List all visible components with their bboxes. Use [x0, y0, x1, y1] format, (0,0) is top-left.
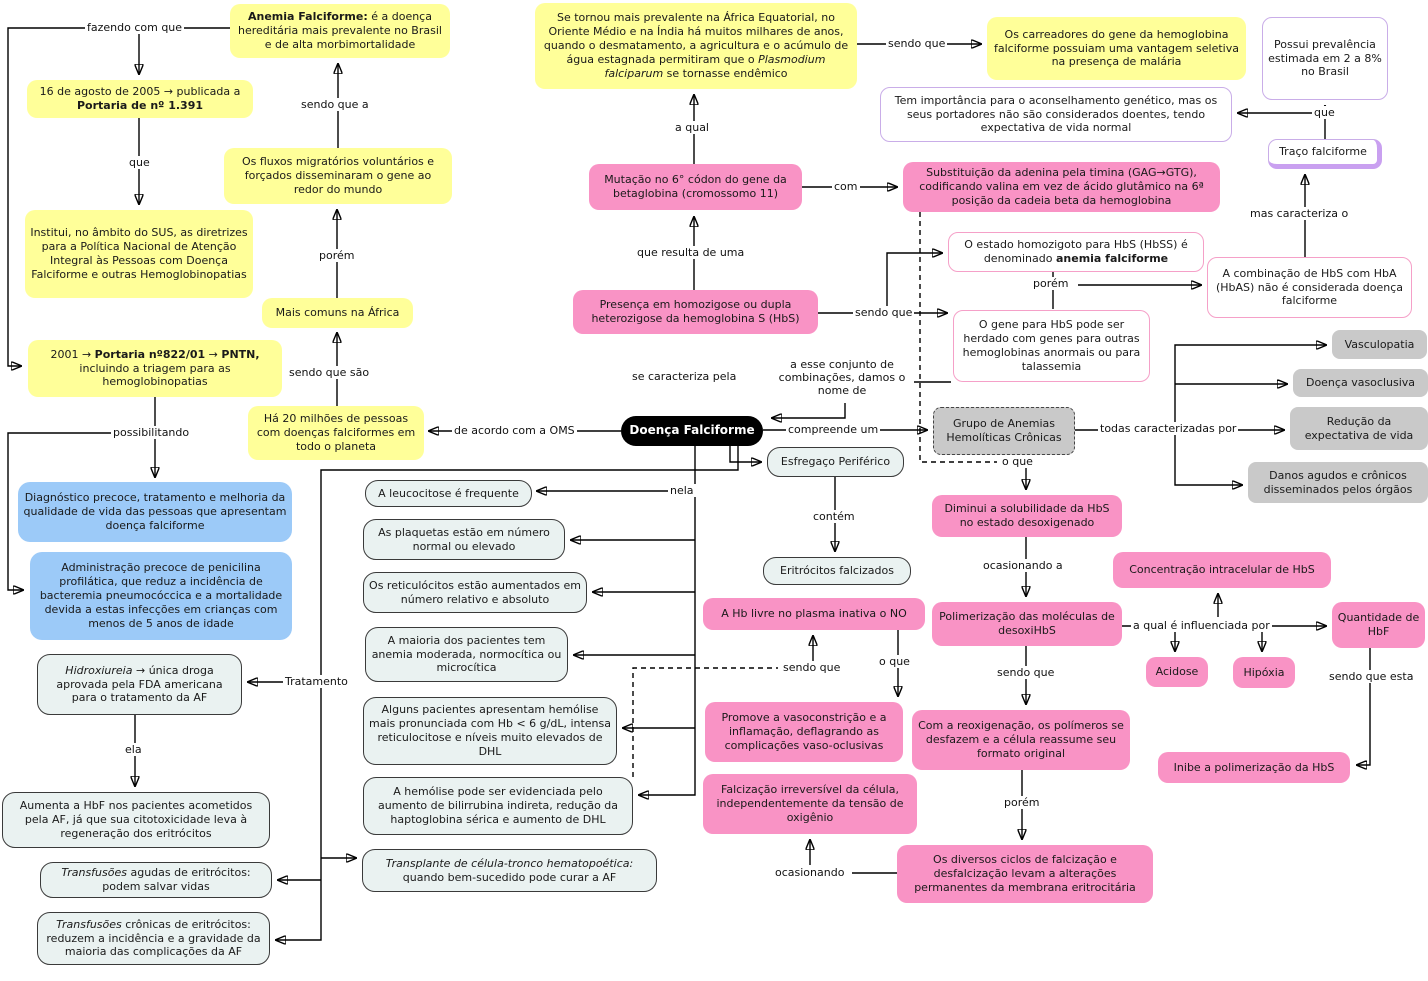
node-text: Quantidade de HbF: [1337, 611, 1420, 638]
node-danos-agudos: [1248, 462, 1428, 503]
edge-label-porem-1: porém: [319, 249, 355, 262]
text-segment-italic: Transfusões: [56, 917, 122, 931]
text-segment: agudas de eritrócitos: podem salvar vidas: [102, 866, 251, 893]
node-diminui-solubilidade: [932, 495, 1122, 537]
node-text: Traço falciforme: [1279, 145, 1367, 159]
edge-label-ocasionando-a: ocasionando a: [983, 559, 1063, 572]
node-text: Falcização irreversível da célula, independentemente da tensão de oxigênio: [716, 783, 904, 824]
node-institui-sus: [25, 210, 253, 298]
text-segment-italic: Hidroxiureia: [65, 663, 133, 677]
node-promove-vasoconstricao: [705, 702, 903, 762]
node-text: Presença em homozigose ou dupla heterozigose da hemoglobina S (HbS): [591, 298, 800, 325]
node-presenca-homozigose: [573, 290, 818, 334]
text-segment: 16 de agosto de 2005 → publicada a: [39, 85, 241, 99]
node-ha-20-milhoes: [248, 406, 424, 460]
node-text: Substituição da adenina pela timina (GAG→GTG), codificando valina em vez de ácido glutâmico na 6ª posição da cadeia beta da hemoglobina: [919, 166, 1204, 207]
node-text: [235, 10, 445, 52]
edge-label-ela: ela: [125, 743, 142, 756]
node-text: [368, 857, 651, 885]
node-text: Diminui a solubilidade da HbS no estado desoxigenado: [944, 502, 1110, 529]
node-text: Redução da expectativa de vida: [1304, 414, 1414, 442]
edge-label-sendo-que-sao: sendo que são: [289, 366, 370, 379]
node-inibe-polimerizacao: [1158, 752, 1350, 783]
node-doenca-vasoclusiva: [1293, 369, 1428, 397]
node-text: Polimerização das moléculas de desoxiHbS: [939, 610, 1115, 637]
node-tem-importancia: [880, 87, 1232, 142]
node-text: A Hb livre no plasma inativa o NO: [721, 607, 907, 621]
text-segment-bold: PNTN,: [221, 347, 260, 361]
node-gene-hbs-herdado: [953, 310, 1150, 382]
node-transfusoes-cronicas: [37, 912, 270, 965]
node-hb-livre: [703, 598, 925, 630]
text-segment-italic: Transplante de célula-tronco hematopoética:: [385, 856, 634, 870]
node-hemolise-pronunciada: [363, 697, 617, 765]
text-segment: incluindo a triagem para as hemoglobinopatias: [79, 361, 231, 389]
node-transplante: [362, 849, 657, 892]
node-text: [954, 238, 1198, 266]
edge-label-porem-2: porém: [1033, 277, 1069, 290]
node-grupo-anemias: [933, 407, 1075, 455]
node-text: Concentração intracelular de HbS: [1129, 563, 1315, 577]
text-segment: 2001 →: [50, 347, 95, 361]
node-quantidade-hbf: [1332, 602, 1425, 648]
edge-label-fazendo-com-que: fazendo com que: [87, 21, 183, 34]
node-text: Acidose: [1155, 665, 1199, 679]
node-esfregaco-periferico: [767, 447, 904, 477]
text-segment: se tornasse endêmico: [663, 66, 788, 80]
node-portaria-1391: [27, 80, 253, 118]
node-traco-falciforme: [1268, 139, 1382, 169]
node-diagnostico-precoce: [18, 482, 292, 542]
node-anemia-falciforme-def: [230, 4, 450, 58]
node-transfusoes-agudas: [40, 862, 272, 898]
edge-label-a-qual: a qual: [675, 121, 709, 134]
edge-label-compreende-um: compreende um: [788, 423, 879, 436]
node-text: [46, 866, 266, 894]
node-text: Doença vasoclusiva: [1305, 376, 1416, 390]
node-text: A combinação de HbS com HbA (HbAS) não é considerada doença falciforme: [1215, 266, 1404, 308]
node-text: Possui prevalência estimada em 2 a 8% no Brasil: [1268, 37, 1382, 79]
node-carreadores-vantagem: [987, 17, 1246, 80]
node-text: Aumenta a HbF nos pacientes acometidos pela AF, já que sua citotoxicidade leva à regeneração dos eritrócitos: [19, 799, 253, 840]
node-anemia-moderada: [365, 627, 568, 682]
node-doenca-falciforme: [621, 416, 763, 446]
node-text: Eritrócitos falcizados: [780, 564, 894, 578]
text-segment: é a doença hereditária mais prevalente no Brasil e de alta morbimortalidade: [238, 10, 442, 51]
edge-label-possibilitando: possibilitando: [113, 426, 190, 439]
node-text: [33, 348, 277, 390]
node-estado-homozigoto: [948, 232, 1204, 272]
node-text: A maioria dos pacientes tem anemia moderada, normocítica ou microcítica: [371, 633, 562, 675]
node-hidroxiureia: [37, 654, 242, 715]
node-possui-prevalencia: [1262, 17, 1388, 100]
node-hipoxia: [1233, 657, 1295, 688]
node-portaria-822: [28, 340, 282, 397]
node-text: Danos agudos e crônicos disseminados pelos órgãos: [1263, 468, 1413, 496]
node-mutacao-codon: [589, 164, 802, 210]
text-segment-bold: Anemia Falciforme:: [248, 10, 368, 24]
edge-label-que-resulta-de-uma: que resulta de uma: [637, 246, 745, 259]
node-text: Esfregaço Periférico: [780, 455, 891, 469]
edge-label-a-esse-conjunto: a esse conjunto de combinações, damos o nome de: [770, 358, 914, 397]
edge-label-contem: contém: [813, 510, 855, 523]
edge-label-se-caracteriza-pela: se caracteriza pela: [632, 370, 737, 383]
node-reticulocitos: [363, 572, 587, 613]
text-segment: Se tornou mais prevalente na África Equatorial, no Oriente Médio e na Índia há muitos milhares de anos, quando o desmatamento, a agricultura e o acúmulo de água estagnada permitiram que o: [543, 11, 849, 66]
edge-label-de-acordo-com-a-oms: de acordo com a OMS: [454, 424, 575, 437]
edge-label-sendo-que-3: sendo que: [783, 661, 841, 674]
node-text: Vasculopatia: [1344, 337, 1415, 351]
node-hemolise-evidenciada: [363, 777, 633, 835]
node-text: A leucocitose é frequente: [378, 486, 519, 500]
node-text: Hipóxia: [1243, 665, 1285, 679]
edge-label-com: com: [834, 180, 858, 193]
node-text: Alguns pacientes apresentam hemólise mais pronunciada com Hb < 6 g/dL, intensa reticulocitose e níveis muito elevados de DHL: [369, 703, 612, 758]
node-text: Mutação no 6° códon do gene da betaglobina (cromossomo 11): [604, 173, 787, 200]
edge-label-o-que-1: o que: [1002, 455, 1033, 468]
edge-label-ocasionando: ocasionando: [775, 866, 845, 879]
node-se-tornou-prevalente: [535, 3, 857, 89]
edge-label-sendo-que-1: sendo que: [888, 37, 946, 50]
node-text: Tem importância para o aconselhamento genético, mas os seus portadores não são considerados doentes, tendo expectativa de vida normal: [894, 93, 1218, 135]
node-reducao-expectativa: [1290, 407, 1428, 450]
edge-label-sendo-que-2: sendo que: [855, 306, 913, 319]
text-segment-bold: Portaria de nº 1.391: [77, 99, 203, 112]
node-vasculopatia: [1332, 330, 1427, 359]
node-aumenta-hbf: [2, 792, 270, 848]
text-segment: quando bem-sucedido pode curar a AF: [402, 870, 617, 884]
edge-label-o-que-2: o que: [879, 655, 910, 668]
text-segment-bold: Portaria nº822/01: [94, 347, 206, 361]
edge-label-todas-caracterizadas-por: todas caracterizadas por: [1100, 422, 1237, 435]
text-segment: →: [205, 347, 222, 361]
node-concentracao-hbs: [1113, 552, 1331, 588]
text-segment-italic: Plasmodium falciparum: [604, 52, 826, 80]
node-ciclos-falcizacao: [897, 845, 1153, 903]
edge-label-que-2: que: [1314, 106, 1335, 119]
node-text: Inibe a polimerização da HbS: [1173, 760, 1335, 774]
edge-label-sendo-que-a: sendo que a: [301, 98, 369, 111]
node-text: Os diversos ciclos de falcização e desfalcização levam a alterações permanentes da membrana eritrocitária: [914, 853, 1136, 894]
text-segment-bold: anemia falciforme: [1055, 252, 1169, 265]
node-text: Doença Falciforme: [629, 423, 755, 438]
node-text: Diagnóstico precoce, tratamento e melhoria da qualidade de vida das pessoas que apresentam doença falciforme: [23, 491, 287, 532]
node-text: [43, 918, 264, 960]
node-text: Administração precoce de penicilina profilática, que reduz a incidência de bacteremia pneumocóccica e a mortalidade devida a estas infecções em crianças com menos de 5 anos de idade: [39, 561, 283, 630]
edge-label-nela: nela: [670, 484, 694, 497]
node-combinacao-hbas: [1207, 257, 1412, 318]
node-eritrocitos-falcizados: [763, 557, 911, 585]
node-reoxigenacao: [912, 710, 1130, 770]
node-text: [540, 11, 852, 81]
node-text: Com a reoxigenação, os polímeros se desfazem e a célula reassume seu formato original: [918, 719, 1124, 760]
node-leucocitose: [365, 480, 532, 507]
edge-label-que-1: que: [129, 156, 150, 169]
text-segment: O estado homozigoto para HbS (HbSS) é denominado: [964, 238, 1188, 265]
node-text: Os fluxos migratórios voluntários e forçados disseminaram o gene ao redor do mundo: [241, 155, 435, 196]
node-fluxos-migratorios: [224, 148, 452, 204]
node-polimerizacao: [932, 602, 1122, 646]
node-text: As plaquetas estão em número normal ou elevado: [378, 525, 550, 553]
text-segment: → única droga aprovada pela FDA americana para o tratamento da AF: [56, 663, 223, 705]
node-substituicao-adenina: [903, 162, 1220, 212]
node-text: Os carreadores do gene da hemoglobina falciforme possuiam uma vantagem seletiva na presença de malária: [994, 27, 1239, 69]
node-text: Promove a vasoconstrição e a inflamação, deflagrando as complicações vaso-oclusivas: [721, 711, 887, 752]
node-text: Os reticulócitos estão aumentados em número relativo e absoluto: [369, 578, 581, 606]
node-text: [43, 664, 236, 706]
node-plaquetas: [363, 519, 565, 560]
node-text: Grupo de Anemias Hemolíticas Crônicas: [946, 417, 1062, 444]
edge-label-porem-3: porém: [1004, 796, 1040, 809]
edge-label-a-qual-e-influenciada-por: a qual é influenciada por: [1133, 619, 1270, 632]
edge-label-mas-caracteriza-o: mas caracteriza o: [1250, 207, 1349, 220]
node-text: A hemólise pode ser evidenciada pelo aumento de bilirrubina indireta, redução da haptoglobina sérica e aumento de DHL: [377, 785, 619, 826]
node-text: Institui, no âmbito do SUS, as diretrizes para a Política Nacional de Atenção Integral às Pessoas com Doença Falciforme e outras Hemoglobinopatias: [30, 226, 248, 281]
node-text: Mais comuns na África: [275, 306, 400, 320]
node-text: O gene para HbS pode ser herdado com genes para outras hemoglobinas anormais ou para talassemia: [962, 318, 1141, 373]
edge-label-sendo-que-esta: sendo que esta: [1329, 670, 1414, 683]
node-falcizacao-irreversivel: [703, 774, 917, 834]
node-administracao-penicilina: [30, 552, 292, 640]
node-text: Há 20 milhões de pessoas com doenças falciformes em todo o planeta: [256, 412, 416, 453]
node-text: [32, 85, 248, 113]
edge-label-tratamento: Tratamento: [285, 675, 348, 688]
node-mais-comuns-africa: [262, 298, 413, 328]
edge-label-sendo-que-4: sendo que: [997, 666, 1055, 679]
text-segment-italic: Transfusões: [61, 866, 127, 880]
text-segment: crônicas de eritrócitos: reduzem a incidência e a gravidade da maioria das complicações da AF: [46, 917, 261, 959]
node-acidose: [1146, 657, 1208, 687]
